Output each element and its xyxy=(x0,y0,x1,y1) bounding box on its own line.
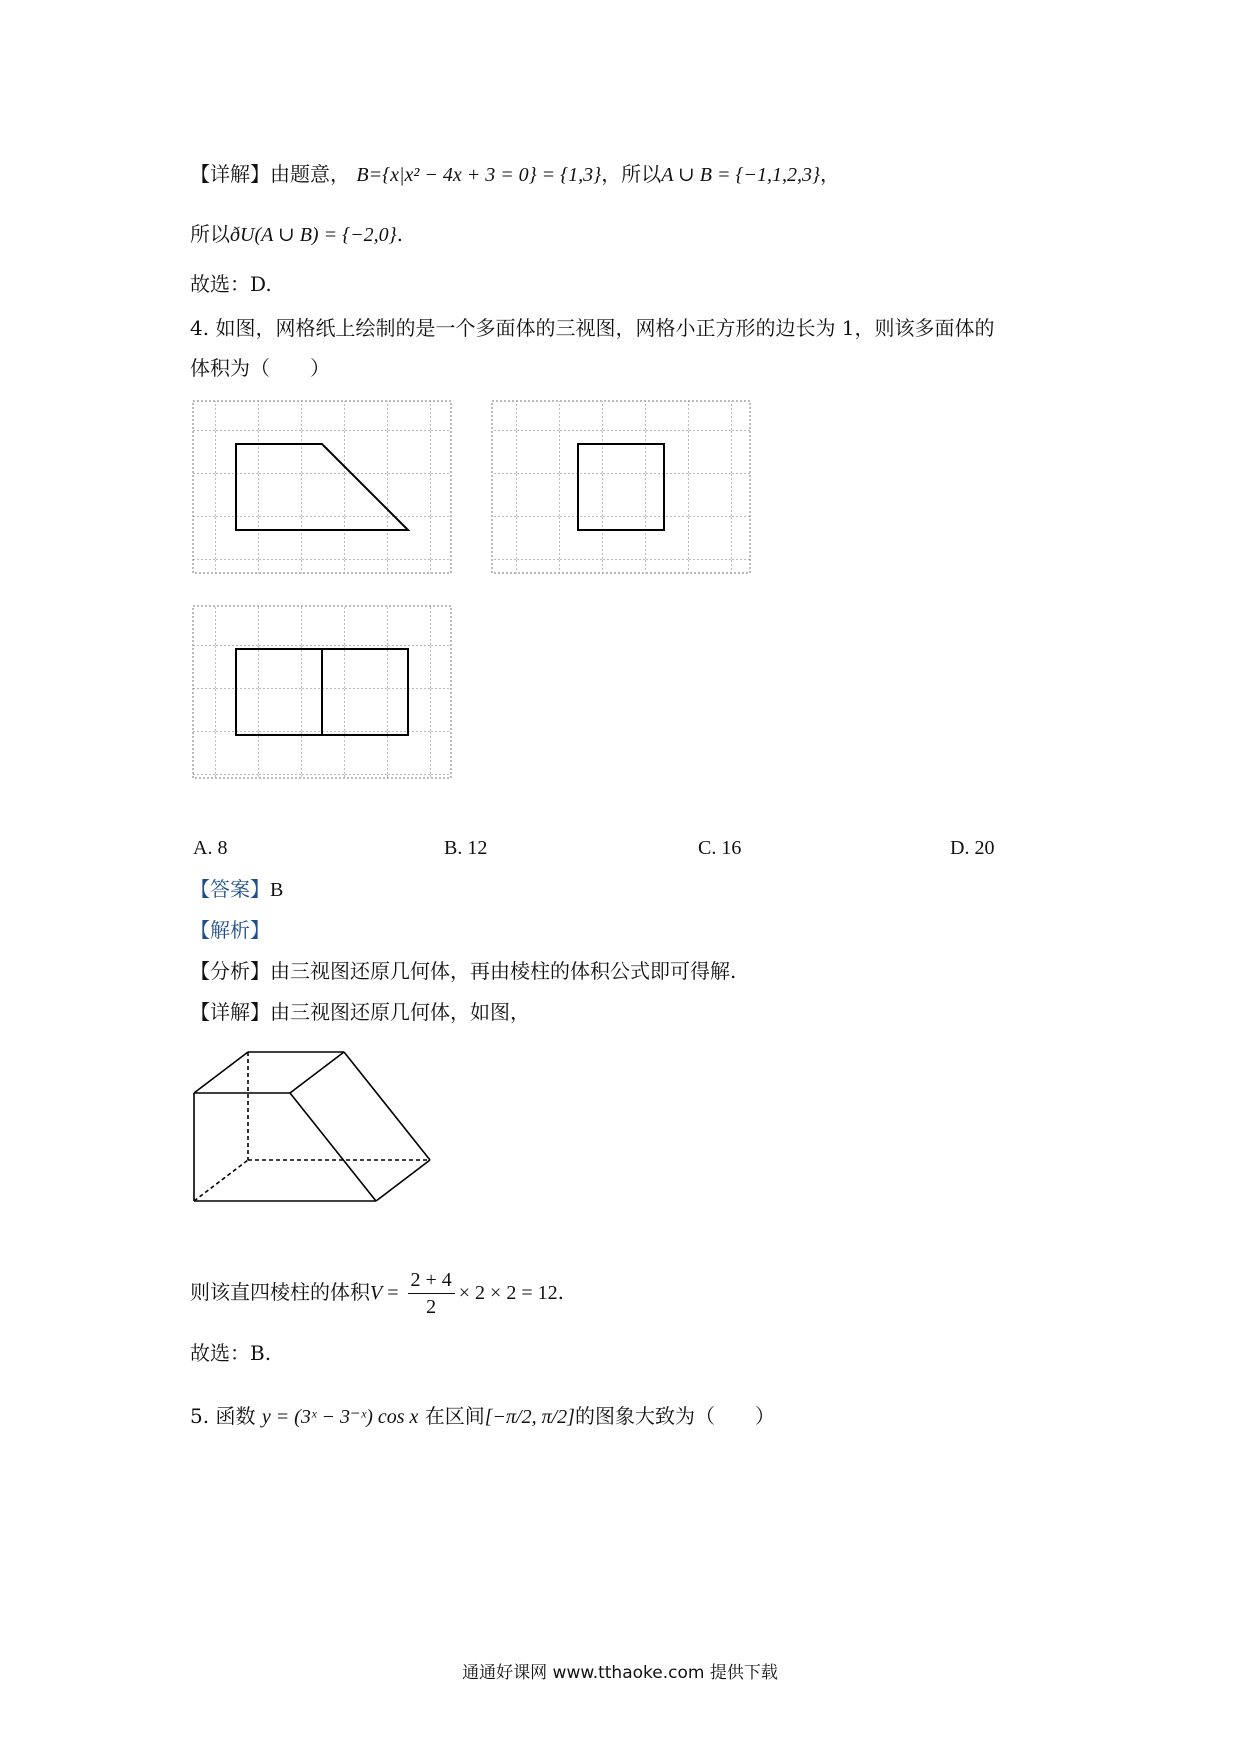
answer-line xyxy=(190,875,283,904)
xiangjie-line: 【详解】由三视图还原几何体，如图， xyxy=(190,1000,530,1024)
analysis-tag: 【解析】 xyxy=(190,918,270,942)
choose-d: 故选：D. xyxy=(190,272,272,296)
option-b: B. 12 xyxy=(444,837,488,859)
option-d: D. 20 xyxy=(950,837,995,859)
complement-result: ðU(A ∪ B) = {−2,0} xyxy=(230,224,397,246)
detail-mid: ，所以 xyxy=(601,162,662,186)
answer-value: B xyxy=(270,879,284,901)
front-view xyxy=(193,401,451,573)
choose-b: 故选：B. xyxy=(190,1341,272,1365)
q5-function: y = (3ˣ − 3⁻ˣ) cos x xyxy=(261,1406,419,1428)
q5-stem: 5. 函数 y = (3ˣ − 3⁻ˣ) cos x 在区间[−π/2, π/2]的图象大致为（ ） xyxy=(190,1404,775,1428)
option-a: A. 8 xyxy=(193,837,228,859)
q5-interval: [−π/2, π/2] xyxy=(484,1406,575,1428)
q4-stem-line-1: 4. 如图，网格纸上绘制的是一个多面体的三视图，网格小正方形的边长为 1，则该多面体的 xyxy=(190,316,995,340)
answer-tag: 【答案】 xyxy=(190,877,270,901)
prism-figure xyxy=(194,1052,430,1201)
volume-fraction: $\frac{2 + 4}{2}$ xyxy=(408,1267,455,1320)
fenxi-line: 【分析】由三视图还原几何体，再由棱柱的体积公式即可得解. xyxy=(190,959,737,983)
top-view xyxy=(193,606,451,778)
option-c: C. 16 xyxy=(698,837,742,859)
detail-lead: 由题意， xyxy=(270,162,350,186)
detail-line-1: 【详解】由题意， B={x|x² − 4x + 3 = 0} = {1,3}，所以A ∪ B = {−1,1,2,3}， xyxy=(190,162,841,186)
detail-tag: 【详解】 xyxy=(190,162,270,186)
detail-line-2: 所以ðU(A ∪ B) = {−2,0}. xyxy=(190,222,403,246)
set-b-definition: B={x|x² − 4x + 3 = 0} = {1,3} xyxy=(356,164,602,186)
volume-line: 则该直四棱柱的体积V = $\frac{2 + 4}{2}$ × 2 × 2 = 12. xyxy=(190,1269,564,1318)
union-result: A ∪ B = {−1,1,2,3} xyxy=(661,164,821,186)
footer: 通通好课网 www.tthaoke.com 提供下载 xyxy=(462,1663,778,1683)
side-view xyxy=(492,401,750,573)
q4-stem-line-2: 体积为（ ） xyxy=(190,356,330,380)
